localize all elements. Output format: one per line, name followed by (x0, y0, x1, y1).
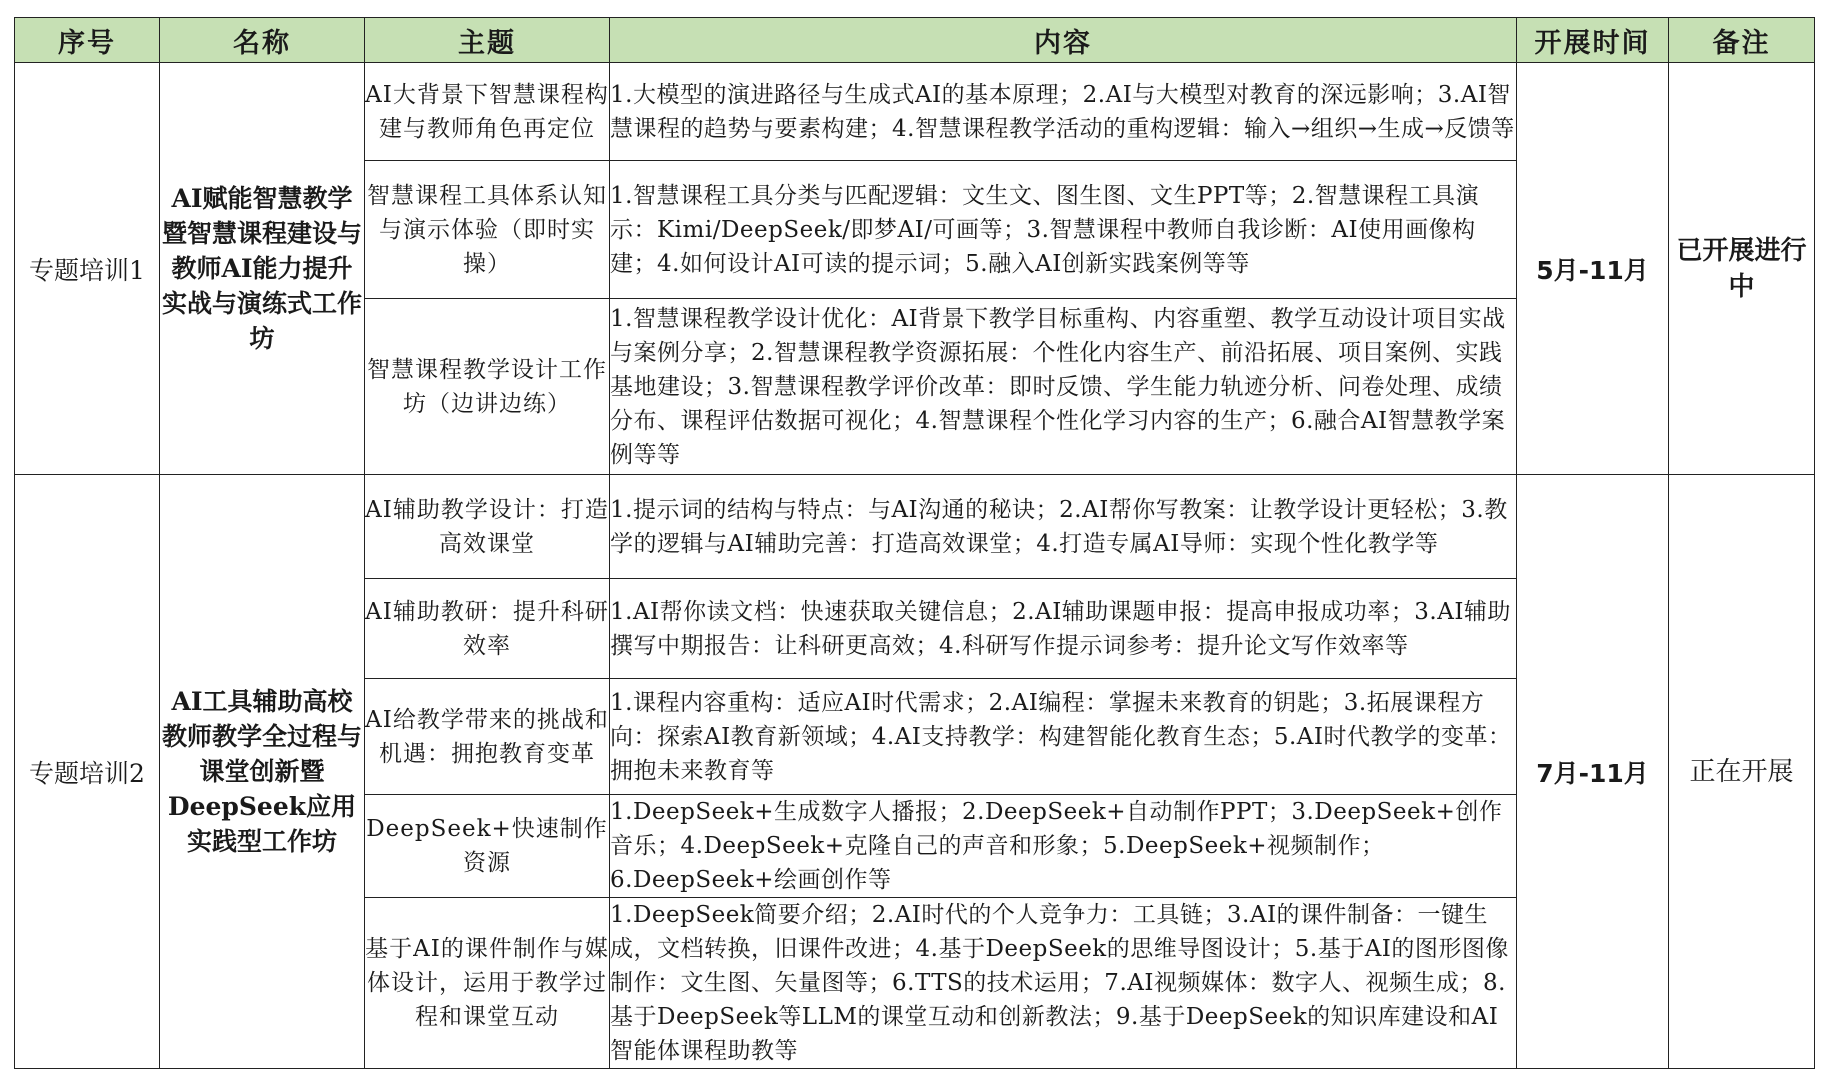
group-name: AI赋能智慧教学暨智慧课程建设与教师AI能力提升实战与演练式工作坊 (160, 63, 365, 475)
group-time: 7月-11月 (1517, 475, 1669, 1069)
group-note: 已开展进行中 (1669, 63, 1815, 475)
content-cell: 1.课程内容重构：适应AI时代需求；2.AI编程：掌握未来教育的钥匙；3.拓展课程方向：探索AI教育新领域；4.AI支持教学：构建智能化教育生态；5.AI时代教学的变革：拥抱未来教育等 (610, 679, 1517, 795)
group-seq: 专题培训1 (15, 63, 160, 475)
topic-cell: AI给教学带来的挑战和机遇：拥抱教育变革 (365, 679, 610, 795)
content-cell: 1.大模型的演进路径与生成式AI的基本原理；2.AI与大模型对教育的深远影响；3.AI智慧课程的趋势与要素构建；4.智慧课程教学活动的重构逻辑：输入→组织→生成→反馈等 (610, 63, 1517, 161)
group-name: AI工具辅助高校教师教学全过程与课堂创新暨DeepSeek应用实践型工作坊 (160, 475, 365, 1069)
header-topic: 主题 (365, 18, 610, 63)
header-name: 名称 (160, 18, 365, 63)
group-note: 正在开展 (1669, 475, 1815, 1069)
content-cell: 1.AI帮你读文档：快速获取关键信息；2.AI辅助课题申报：提高申报成功率；3.AI辅助撰写中期报告：让科研更高效；4.科研写作提示词参考：提升论文写作效率等 (610, 579, 1517, 679)
table-row (15, 63, 1815, 161)
header-seq: 序号 (15, 18, 160, 63)
content-cell: 1.智慧课程教学设计优化：AI背景下教学目标重构、内容重塑、教学互动设计项目实战与案例分享；2.智慧课程教学资源拓展：个性化内容生产、前沿拓展、项目案例、实践基地建设；3.智慧课程教学评价改革：即时反馈、学生能力轨迹分析、问卷处理、成绩分布、课程评估数据可视化；4.智慧课程个性化学习内容的生产；6.融合AI智慧教学案例等等 (610, 299, 1517, 475)
topic-cell: 智慧课程教学设计工作坊（边讲边练） (365, 299, 610, 475)
topic-cell: AI辅助教研：提升科研效率 (365, 579, 610, 679)
topic-cell: DeepSeek+快速制作资源 (365, 795, 610, 898)
group-time: 5月-11月 (1517, 63, 1669, 475)
header-time: 开展时间 (1517, 18, 1669, 63)
header-content: 内容 (610, 18, 1517, 63)
header-note: 备注 (1669, 18, 1815, 63)
topic-cell: AI辅助教学设计：打造高效课堂 (365, 475, 610, 579)
content-cell: 1.DeepSeek+生成数字人播报；2.DeepSeek+自动制作PPT；3.DeepSeek+创作音乐；4.DeepSeek+克隆自己的声音和形象；5.DeepSeek+视频制作；6.DeepSeek+绘画创作等 (610, 795, 1517, 898)
page (14, 17, 1815, 1069)
topic-cell: AI大背景下智慧课程构建与教师角色再定位 (365, 63, 610, 161)
content-cell: 1.智慧课程工具分类与匹配逻辑：文生文、图生图、文生PPT等；2.智慧课程工具演示：Kimi/DeepSeek/即梦AI/可画等；3.智慧课程中教师自我诊断：AI使用画像构建；4.如何设计AI可读的提示词；5.融入AI创新实践案例等等 (610, 161, 1517, 299)
table-row (15, 475, 1815, 579)
training-schedule-table (14, 17, 1815, 1069)
group-seq: 专题培训2 (15, 475, 160, 1069)
header-row (15, 18, 1815, 63)
topic-cell: 智慧课程工具体系认知与演示体验（即时实操） (365, 161, 610, 299)
content-cell: 1.提示词的结构与特点：与AI沟通的秘诀；2.AI帮你写教案：让教学设计更轻松；3.教学的逻辑与AI辅助完善：打造高效课堂；4.打造专属AI导师：实现个性化教学等 (610, 475, 1517, 579)
topic-cell: 基于AI的课件制作与媒体设计，运用于教学过程和课堂互动 (365, 898, 610, 1069)
content-cell: 1.DeepSeek简要介绍；2.AI时代的个人竞争力：工具链；3.AI的课件制备：一键生成，文档转换，旧课件改进；4.基于DeepSeek的思维导图设计；5.基于AI的图形图像制作：文生图、矢量图等；6.TTS的技术运用；7.AI视频媒体：数字人、视频生成；8.基于DeepSeek等LLM的课堂互动和创新教法；9.基于DeepSeek的知识库建设和AI智能体课程助教等 (610, 898, 1517, 1069)
